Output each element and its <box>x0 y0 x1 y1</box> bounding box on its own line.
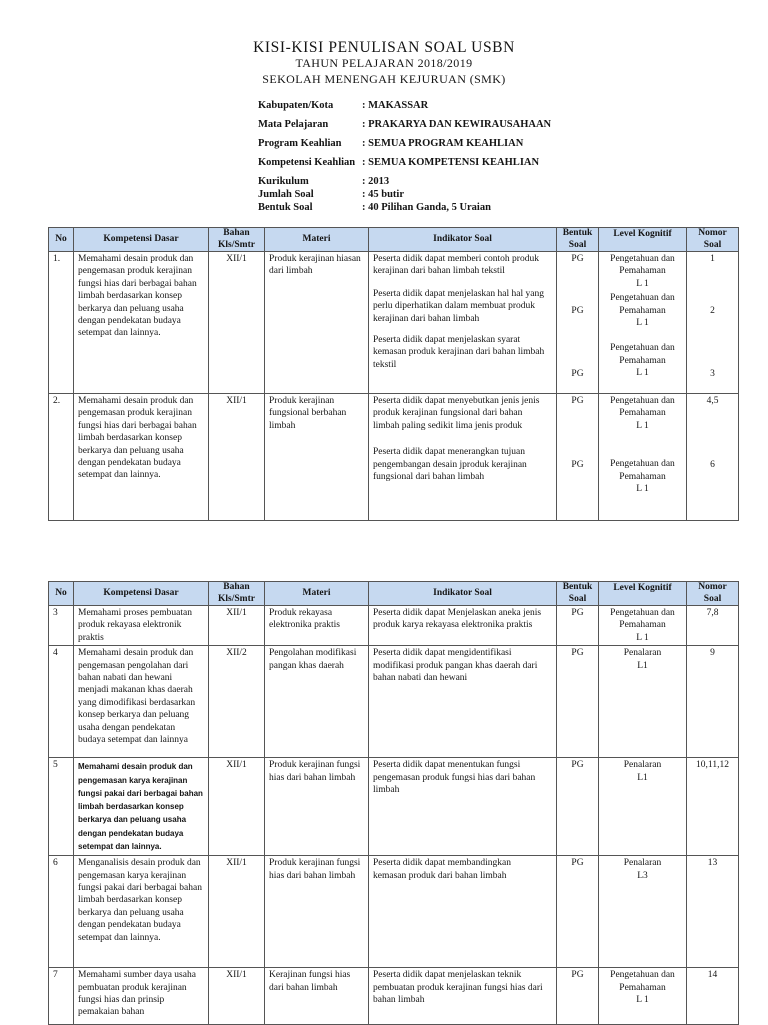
info-label: Bentuk Soal <box>258 202 313 213</box>
header-kompetensi-dasar: Kompetensi Dasar <box>74 228 209 252</box>
cell-bentuk-soal <box>557 252 599 394</box>
header-no: No <box>49 582 74 606</box>
cell-level-kognitif <box>599 394 687 521</box>
header-indikator: Indikator Soal <box>369 582 557 606</box>
info-label: Kabupaten/Kota <box>258 100 334 111</box>
kisi-kisi-table-2 <box>48 581 739 1025</box>
header-nomor-soal: Nomor Soal <box>687 228 739 252</box>
cell-kompetensi-dasar: Memahami desain produk dan pengemasan produk kerajinan fungsi hias dari berbagai bahan limbah berdasarkan konsep berkarya dan peluang usaha dengan pendekatan budaya setempat dan lainnya. <box>74 394 209 521</box>
cell-materi: Produk rekayasa elektronika praktis <box>265 606 369 646</box>
info-label: Kompetensi Keahlian <box>258 157 356 168</box>
header-kompetensi-dasar: Kompetensi Dasar <box>74 582 209 606</box>
info-row <box>258 99 551 118</box>
document-subtitle-year: TAHUN PELAJARAN 2018/2019 <box>295 56 473 70</box>
nomor-item: 3 <box>710 368 715 379</box>
kisi-kisi-table-1 <box>48 227 739 521</box>
cell-kelas: XII/1 <box>209 758 265 856</box>
level-item: Pengetahuan dan Pemahaman L 1 <box>610 254 675 289</box>
bentuk-item: PG <box>571 254 584 264</box>
header-bentuk-soal: Bentuk Soal <box>557 228 599 252</box>
info-value: : SEMUA PROGRAM KEAHLIAN <box>362 138 524 149</box>
table-row <box>49 394 739 521</box>
cell-level-kognitif: Penalaran L1 <box>599 646 687 758</box>
cell-level-kognitif: Pengetahuan dan Pemahaman L 1 <box>599 968 687 1025</box>
table-row <box>49 758 739 856</box>
cell-bentuk-soal: PG <box>557 646 599 758</box>
cell-bentuk-soal: PG <box>557 968 599 1025</box>
header-bentuk-soal: Bentuk Soal <box>557 582 599 606</box>
cell-kelas: XII/1 <box>209 968 265 1025</box>
info-row <box>258 201 551 214</box>
cell-no: 5 <box>49 758 74 856</box>
indikator-item: Peserta didik dapat memberi contoh produk kerajinan dari bahan limbah tekstil <box>373 254 539 277</box>
nomor-item: 6 <box>710 460 715 471</box>
table-row <box>49 252 739 394</box>
cell-indikator: Peserta didik dapat menjelaskan teknik pembuatan produk kerajinan fungsi hias dari bahan limbah <box>369 968 557 1025</box>
bentuk-item: PG <box>571 396 584 406</box>
header-nomor-soal: Nomor Soal <box>687 582 739 606</box>
info-block <box>258 99 551 214</box>
cell-no: 3 <box>49 606 74 646</box>
cell-materi: Produk kerajinan fungsi hias dari bahan limbah <box>265 856 369 968</box>
info-row <box>258 156 551 175</box>
cell-kelas: XII/2 <box>209 646 265 758</box>
table-row <box>49 968 739 1025</box>
header-no: No <box>49 228 74 252</box>
cell-indikator: Peserta didik dapat membandingkan kemasan produk dari bahan limbah <box>369 856 557 968</box>
cell-indikator <box>369 252 557 394</box>
info-value: : 40 Pilihan Ganda, 5 Uraian <box>362 202 491 213</box>
table-row <box>49 606 739 646</box>
header-kelas: Bahan Kls/Smtr <box>209 228 265 252</box>
cell-kelas: XII/1 <box>209 856 265 968</box>
level-item: Pengetahuan dan Pemahaman L 1 <box>610 293 675 329</box>
level-item: Pengetahuan dan Pemahaman L 1 <box>610 343 675 379</box>
cell-kelas: XII/1 <box>209 252 265 394</box>
nomor-item: 4,5 <box>706 396 719 406</box>
cell-bentuk-soal <box>557 394 599 521</box>
document-header <box>0 39 768 87</box>
header-kelas: Bahan Kls/Smtr <box>209 582 265 606</box>
cell-nomor-soal <box>687 394 739 521</box>
header-level-kognitif: Level Kognitif <box>599 228 687 252</box>
bentuk-item: PG <box>571 368 584 379</box>
cell-bentuk-soal: PG <box>557 758 599 856</box>
cell-no: 7 <box>49 968 74 1025</box>
info-row <box>258 137 551 156</box>
info-label: Jumlah Soal <box>258 189 314 200</box>
cell-no: 4 <box>49 646 74 758</box>
cell-kompetensi-dasar: Menganalisis desain produk dan pengemasan karya kerajinan fungsi pakai dari berbagai bahan limbah berdasarkan konsep berkarya dan peluang usaha dengan pendekatan budaya setempat dan lainnya. <box>74 856 209 968</box>
cell-nomor-soal: 7,8 <box>687 606 739 646</box>
cell-kompetensi-dasar: Memahami sumber daya usaha pembuatan produk kerajinan fungsi hias dan prinsip pemakaian bahan <box>74 968 209 1025</box>
info-row <box>258 175 551 188</box>
cell-materi: Produk kerajinan hiasan dari limbah <box>265 252 369 394</box>
info-value: : SEMUA KOMPETENSI KEAHLIAN <box>362 157 540 168</box>
cell-indikator <box>369 394 557 521</box>
header-level-kognitif: Level Kognitif <box>599 582 687 606</box>
cell-bentuk-soal: PG <box>557 856 599 968</box>
cell-level-kognitif: Penalaran L3 <box>599 856 687 968</box>
cell-indikator: Peserta didik dapat mengidentifikasi modifikasi produk pangan khas daerah dari bahan nabati dan hewani <box>369 646 557 758</box>
cell-no: 6 <box>49 856 74 968</box>
cell-nomor-soal: 9 <box>687 646 739 758</box>
document-subtitle-school: SEKOLAH MENENGAH KEJURUAN (SMK) <box>262 71 506 86</box>
document-title: KISI-KISI PENULISAN SOAL USBN <box>253 39 515 56</box>
info-label: Kurikulum <box>258 176 309 187</box>
cell-indikator: Peserta didik dapat menentukan fungsi pengemasan produk fungsi hias dari bahan limbah <box>369 758 557 856</box>
info-value: : PRAKARYA DAN KEWIRAUSAHAAN <box>362 119 552 130</box>
cell-materi: Produk kerajinan fungsi hias dari bahan limbah <box>265 758 369 856</box>
level-item: Pengetahuan dan Pemahaman L 1 <box>610 396 675 431</box>
nomor-item: 2 <box>710 306 715 317</box>
cell-kelas: XII/1 <box>209 606 265 646</box>
cell-indikator: Peserta didik dapat Menjelaskan aneka jenis produk karya rekayasa elektronika praktis <box>369 606 557 646</box>
cell-nomor-soal: 10,11,12 <box>687 758 739 856</box>
table-row <box>49 856 739 968</box>
info-label: Mata Pelajaran <box>258 119 329 130</box>
indikator-item: Peserta didik dapat menerangkan tujuan pengembangan desain jproduk kerajinan fungsional dari bahan limbah <box>373 447 527 483</box>
info-row <box>258 118 551 137</box>
cell-no: 1. <box>49 252 74 394</box>
table-header-row <box>49 582 739 606</box>
indikator-item: Peserta didik dapat menjelaskan hal hal yang perlu diperhatikan dalam membuat produk kerajinan dari bahan limbah <box>373 288 544 324</box>
cell-kompetensi-dasar: Memahami desain produk dan pengemasan pengolahan dari bahan nabati dan hewani menjadi makanan khas daerah yang dimodifikasi berdasarkan konsep berkarya dan peluang usaha dengan pendekatan budaya setempat dan lainnya <box>74 646 209 758</box>
cell-no: 2. <box>49 394 74 521</box>
level-item: Pengetahuan dan Pemahaman L 1 <box>610 459 675 495</box>
table-row <box>49 646 739 758</box>
cell-kelas: XII/1 <box>209 394 265 521</box>
cell-kompetensi-dasar: Memahami desain produk dan pengemasan produk kerajinan fungsi hias dari berbagai bahan limbah berdasarkan konsep berkarya dan peluang usaha dengan pendekatan budaya setempat dan lainnya. <box>74 252 209 394</box>
bentuk-item: PG <box>571 306 584 317</box>
cell-nomor-soal <box>687 252 739 394</box>
header-indikator: Indikator Soal <box>369 228 557 252</box>
indikator-item: Peserta didik dapat menjelaskan syarat kemasan produk kerajinan dari bahan limbah tekstil <box>373 335 545 370</box>
cell-kompetensi-dasar: Memahami proses pembuatan produk rekayasa elektronik praktis <box>74 606 209 646</box>
cell-materi: Kerajinan fungsi hias dari bahan limbah <box>265 968 369 1025</box>
header-materi: Materi <box>265 228 369 252</box>
info-value: : 2013 <box>362 176 390 187</box>
header-materi: Materi <box>265 582 369 606</box>
table-header-row <box>49 228 739 252</box>
nomor-item: 1 <box>710 254 715 264</box>
cell-nomor-soal: 13 <box>687 856 739 968</box>
cell-bentuk-soal: PG <box>557 606 599 646</box>
info-row <box>258 188 551 201</box>
cell-materi: Produk kerajinan fungsional berbahan limbah <box>265 394 369 521</box>
cell-kompetensi-dasar: Memahami desain produk dan pengemasan karya kerajinan fungsi pakai dari berbagai bahan limbah berdasarkan konsep berkarya dan peluang usaha dengan pendekatan budaya setempat dan lainnya. <box>74 758 209 856</box>
bentuk-item: PG <box>571 460 584 471</box>
cell-materi: Pengolahan modifikasi pangan khas daerah <box>265 646 369 758</box>
cell-level-kognitif: Pengetahuan dan Pemahaman L 1 <box>599 606 687 646</box>
indikator-item: Peserta didik dapat menyebutkan jenis jenis produk kerajinan fungsional dari bahan limbah paling sedikit lima jenis produk <box>373 396 540 431</box>
info-value: : MAKASSAR <box>362 100 429 111</box>
cell-nomor-soal: 14 <box>687 968 739 1025</box>
cell-level-kognitif <box>599 252 687 394</box>
info-value: : 45 butir <box>362 189 404 200</box>
info-label: Program Keahlian <box>258 138 342 149</box>
cell-level-kognitif: Penalaran L1 <box>599 758 687 856</box>
